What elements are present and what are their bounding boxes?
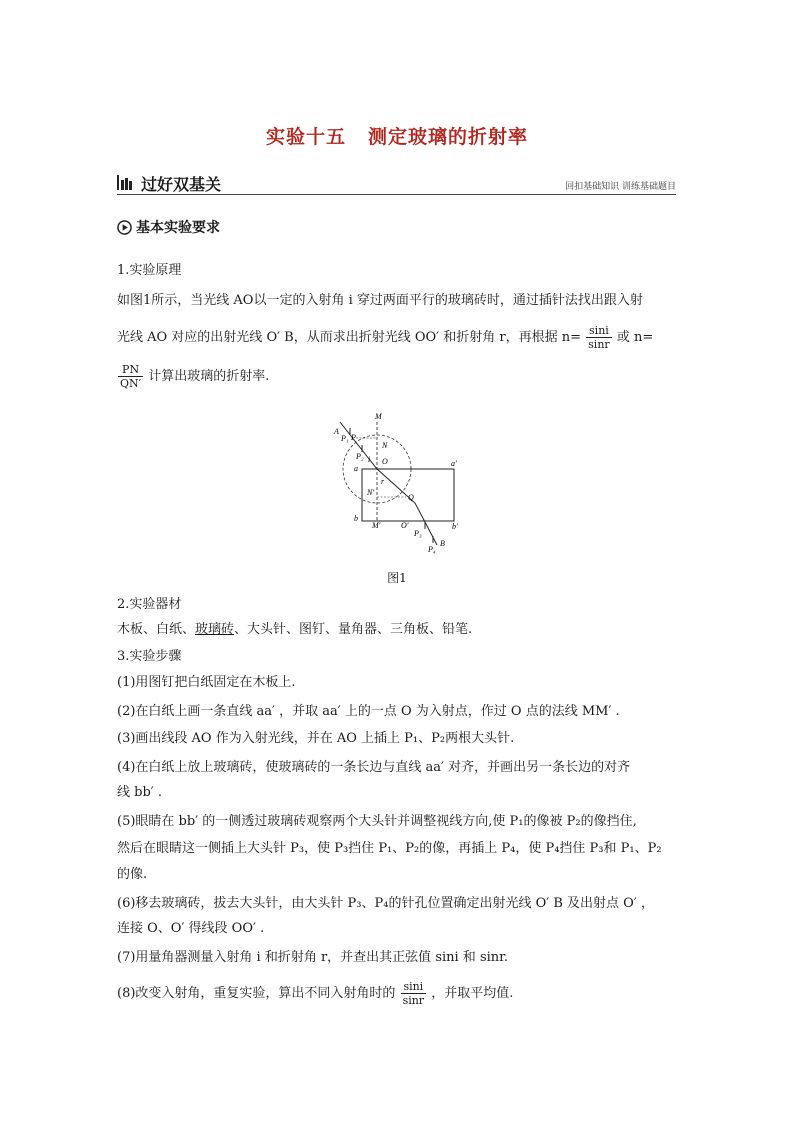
banner-title: 过好双基关 (141, 175, 222, 194)
label-a-prime: a′ (451, 459, 457, 468)
figure-caption: 图1 (387, 571, 407, 585)
principle-line-2a: 光线 AO 对应的出射光线 O′ B，从而求出折射光线 OO′ 和折射角 r，再根据 n= (117, 330, 582, 345)
label-r: r (381, 477, 385, 486)
label-N: N (382, 441, 388, 450)
section-heading (117, 217, 220, 237)
step-6a: (6)移去玻璃砖，拔去大头针，由大头针 P₃、P₄的针孔位置确定出射光线 O′ B 及出射点 O′ ， (117, 896, 654, 911)
step-5c: 的像. (117, 867, 148, 882)
label-P1: P₁ (341, 434, 349, 443)
principle-line-3-text: 计算出玻璃的折射率. (148, 369, 270, 384)
principle-line-2b: 或 n= (616, 330, 654, 345)
fraction-sin-ratio (586, 324, 612, 351)
label-P4: P₄ (428, 545, 436, 554)
label-a: a (354, 464, 358, 473)
equipment-list (117, 621, 472, 639)
step-8-text-b: ，并取平均值. (431, 986, 514, 1001)
section-banner (117, 172, 676, 195)
fraction-denominator: sinr (588, 338, 610, 351)
title-part1: 实验十五 (265, 126, 346, 148)
step-1: (1)用图钉把白纸固定在木板上. (117, 675, 296, 690)
label-M-prime: M′ (372, 521, 381, 530)
label-P2: P₂ (356, 452, 364, 461)
page-title (0, 122, 794, 149)
label-N-prime: N′ (367, 488, 375, 497)
step-4b: 线 bb′ . (117, 785, 162, 800)
label-O: O (382, 457, 388, 466)
fraction-denominator: QN′ (120, 377, 142, 390)
label-P: P (351, 433, 356, 442)
step-8 (117, 979, 513, 1009)
step-7: (7)用量角器测量入射角 i 和折射角 r，并查出其正弦值 sini 和 sinr. (117, 950, 509, 965)
step-8-text-a: (8)改变入射角，重复实验，算出不同入射角时的 (117, 986, 396, 1001)
principle-line-3 (117, 362, 269, 392)
equipment-heading: 2.实验器材 (117, 597, 182, 612)
label-B: B (440, 539, 445, 548)
label-Q: Q (408, 493, 414, 502)
banner-subtitle: 回扣基础知识 训练基础题目 (565, 182, 676, 192)
step-4a: (4)在白纸上放上玻璃砖，使玻璃砖的一条长边与直线 aa′ 对齐，并画出另一条长边的对齐 (117, 760, 631, 775)
fraction-numerator: sini (401, 980, 427, 994)
fraction-numerator: sini (586, 324, 612, 338)
step-5a: (5)眼睛在 bb′ 的一侧透过玻璃砖观察两个大头针并调整视线方向,使 P₁的像被 P₂的像挡住, (117, 814, 637, 829)
title-part2: 测定玻璃的折射率 (368, 126, 529, 148)
principle-line-1: 如图1所示，当光线 AO以一定的入射角 i 穿过两面平行的玻璃砖时，通过插针法找出跟入射 (117, 293, 643, 308)
label-O-prime: O′ (401, 521, 409, 530)
equipment-glass-brick: 玻璃砖 (195, 622, 235, 637)
refraction-diagram (330, 408, 470, 558)
fraction-length-ratio (118, 363, 143, 390)
fraction-numerator: PN (118, 363, 143, 377)
fraction-sin-ratio (401, 980, 427, 1007)
label-A: A (334, 427, 339, 436)
play-circle-icon (117, 220, 132, 235)
label-b: b (354, 514, 358, 523)
principle-heading: 1.实验原理 (117, 263, 182, 278)
step-3: (3)画出线段 AO 作为入射光线，并在 AO 上插上 P₁、P₂两根大头针. (117, 731, 515, 746)
label-b-prime: b′ (452, 522, 458, 531)
label-P3: P₃ (414, 529, 422, 538)
step-5b: 然后在眼睛这一侧插上大头针 P₃，使 P₃挡住 P₁、P₂的像，再插上 P₄，使 P₄挡住 P₃和 P₁、P₂ (117, 841, 662, 856)
step-6b: 连接 O、O′ 得线段 OO′ . (117, 921, 265, 936)
label-M: M (375, 412, 382, 421)
section-heading-text: 基本实验要求 (136, 220, 220, 236)
label-i: i (368, 455, 371, 464)
equipment-items-b: 、大头针、图钉、量角器、三角板、铅笔. (234, 622, 473, 637)
steps-heading: 3.实验步骤 (117, 649, 182, 664)
fraction-denominator: sinr (402, 994, 425, 1007)
principle-line-2 (117, 323, 653, 353)
equipment-items-a: 木板、白纸、 (117, 622, 196, 637)
bar-chart-icon (117, 175, 135, 190)
step-2: (2)在白纸上画一条直线 aa′ ，并取 aa′ 上的一点 O 为入射点，作过 O 点的法线 MM′ . (117, 704, 620, 719)
